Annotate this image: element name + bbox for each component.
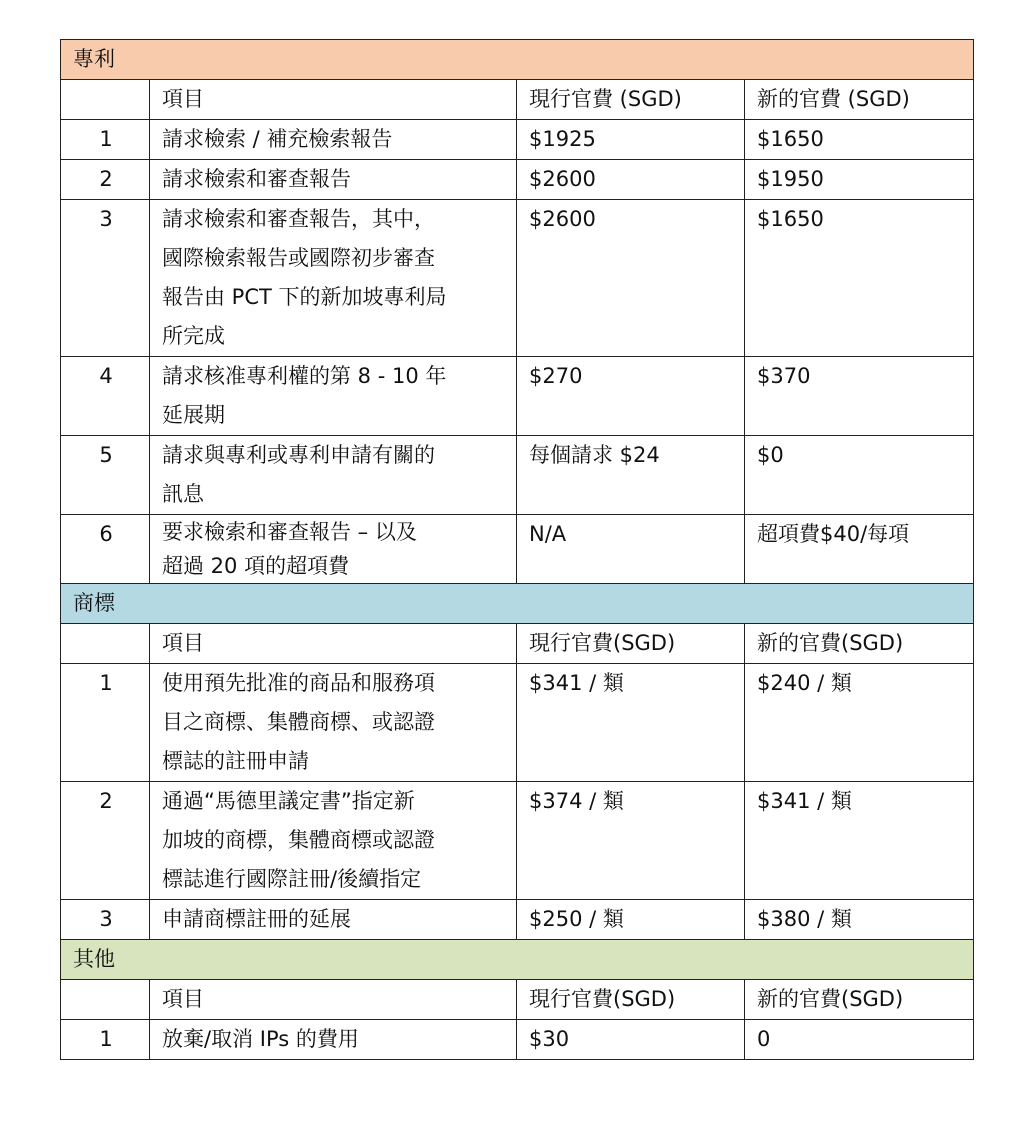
row-new-fee: 0 (745, 1020, 974, 1060)
row-num: 2 (61, 782, 150, 900)
section-title: 其他 (61, 940, 974, 980)
header-item: 項目 (150, 624, 517, 664)
row-new-fee: $1950 (745, 160, 974, 200)
column-header-row (61, 80, 974, 120)
table-row (61, 436, 974, 515)
row-num: 3 (61, 900, 150, 940)
row-num: 2 (61, 160, 150, 200)
table-row (61, 900, 974, 940)
row-item: 使用預先批准的商品和服務項 目之商標、集體商標、或認證 標誌的註冊申請 (150, 664, 517, 782)
fee-table (60, 39, 974, 1060)
section-header-patent (61, 40, 974, 80)
row-current-fee: $2600 (517, 160, 745, 200)
header-new-fee: 新的官費 (SGD) (745, 80, 974, 120)
row-current-fee: $341 / 類 (517, 664, 745, 782)
header-current-fee: 現行官費(SGD) (517, 624, 745, 664)
row-item: 要求檢索和審查報告 – 以及 超過 20 項的超項費 (150, 515, 517, 584)
table-row (61, 120, 974, 160)
table-row (61, 1020, 974, 1060)
row-current-fee: $270 (517, 357, 745, 436)
row-item: 通過“馬德里議定書”指定新 加坡的商標，集體商標或認證 標誌進行國際註冊/後續指定 (150, 782, 517, 900)
header-num (61, 980, 150, 1020)
row-new-fee: $0 (745, 436, 974, 515)
row-num: 5 (61, 436, 150, 515)
table-row (61, 782, 974, 900)
row-item: 申請商標註冊的延展 (150, 900, 517, 940)
section-header-trademark (61, 584, 974, 624)
row-new-fee: $1650 (745, 200, 974, 357)
row-new-fee: $240 / 類 (745, 664, 974, 782)
row-current-fee: $2600 (517, 200, 745, 357)
row-num: 1 (61, 1020, 150, 1060)
row-current-fee: $374 / 類 (517, 782, 745, 900)
table-row (61, 200, 974, 357)
table-row (61, 357, 974, 436)
header-new-fee: 新的官費(SGD) (745, 980, 974, 1020)
row-new-fee: $380 / 類 (745, 900, 974, 940)
header-item: 項目 (150, 980, 517, 1020)
table-row (61, 664, 974, 782)
row-num: 4 (61, 357, 150, 436)
section-header-other (61, 940, 974, 980)
table-row (61, 160, 974, 200)
row-new-fee: 超項費$40/每項 (745, 515, 974, 584)
section-title: 商標 (61, 584, 974, 624)
section-title: 專利 (61, 40, 974, 80)
row-item: 請求檢索 / 補充檢索報告 (150, 120, 517, 160)
row-num: 1 (61, 664, 150, 782)
row-num: 1 (61, 120, 150, 160)
row-item: 請求核准專利權的第 8 - 10 年 延展期 (150, 357, 517, 436)
row-current-fee: $250 / 類 (517, 900, 745, 940)
row-num: 3 (61, 200, 150, 357)
row-num: 6 (61, 515, 150, 584)
row-current-fee: N/A (517, 515, 745, 584)
row-item: 請求檢索和審查報告 (150, 160, 517, 200)
row-item: 請求與專利或專利申請有關的 訊息 (150, 436, 517, 515)
header-current-fee: 現行官費(SGD) (517, 980, 745, 1020)
column-header-row (61, 624, 974, 664)
column-header-row (61, 980, 974, 1020)
header-new-fee: 新的官費(SGD) (745, 624, 974, 664)
row-current-fee: $1925 (517, 120, 745, 160)
row-new-fee: $341 / 類 (745, 782, 974, 900)
row-item: 請求檢索和審查報告，其中， 國際檢索報告或國際初步審查 報告由 PCT 下的新加坡專利局 所完成 (150, 200, 517, 357)
header-num (61, 80, 150, 120)
table-row (61, 515, 974, 584)
row-new-fee: $370 (745, 357, 974, 436)
row-new-fee: $1650 (745, 120, 974, 160)
header-current-fee: 現行官費 (SGD) (517, 80, 745, 120)
row-item: 放棄/取消 IPs 的費用 (150, 1020, 517, 1060)
header-num (61, 624, 150, 664)
row-current-fee: $30 (517, 1020, 745, 1060)
header-item: 項目 (150, 80, 517, 120)
row-current-fee: 每個請求 $24 (517, 436, 745, 515)
